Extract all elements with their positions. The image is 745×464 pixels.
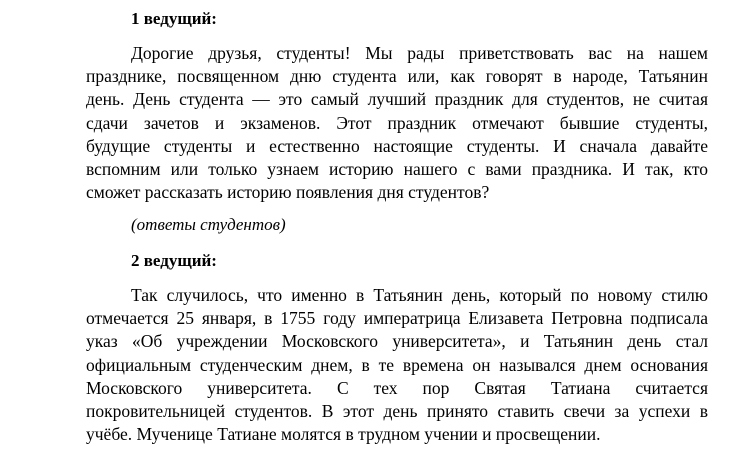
paragraph-line: сможет рассказать историю появления дня студентов? <box>86 182 490 203</box>
audience-note: (ответы студентов) <box>131 215 286 234</box>
paragraph-line: учёбе. Мученице Татиане молятся в трудном учении и просвещении. <box>86 424 601 445</box>
paragraph-line: сдачи зачетов и экзаменов. Этот праздник отмечают бывшие студенты, <box>86 112 708 133</box>
paragraph-host-2 <box>86 284 708 446</box>
paragraph-line: указ «Об учреждении Московского университета», и Татьянин день стал <box>86 331 708 352</box>
paragraph-line: покровительницей студентов. В этот день принято ставить свечи за успехи в <box>86 401 708 422</box>
paragraph-line: день. День студента — это самый лучший праздник для студентов, не считая <box>86 89 708 110</box>
paragraph-line: Дорогие друзья, студенты! Мы рады приветствовать вас на нашем <box>131 43 708 63</box>
paragraph-line: официальным студенческим днем, в те времена он назывался днем основания <box>86 354 708 375</box>
heading-host-2: 2 ведущий: <box>131 251 217 270</box>
paragraph-host-1 <box>86 42 708 204</box>
paragraph-line: Московского университета. С тех пор Святая Татиана считается <box>86 377 708 398</box>
paragraph-line: вспомним или только узнаем историю нашего с вами праздника. И так, кто <box>86 159 708 180</box>
paragraph-line: празднике, посвященном дню студента или, как говорят в народе, Татьянин <box>86 66 708 87</box>
heading-host-1: 1 ведущий: <box>131 9 217 28</box>
paragraph-line: будущие студенты и естественно настоящие студенты. И сначала давайте <box>86 135 708 156</box>
paragraph-line: отмечается 25 января, в 1755 году императрица Елизавета Петровна подписала <box>86 308 708 329</box>
paragraph-line: Так случилось, что именно в Татьянин день, который по новому стилю <box>131 285 708 305</box>
